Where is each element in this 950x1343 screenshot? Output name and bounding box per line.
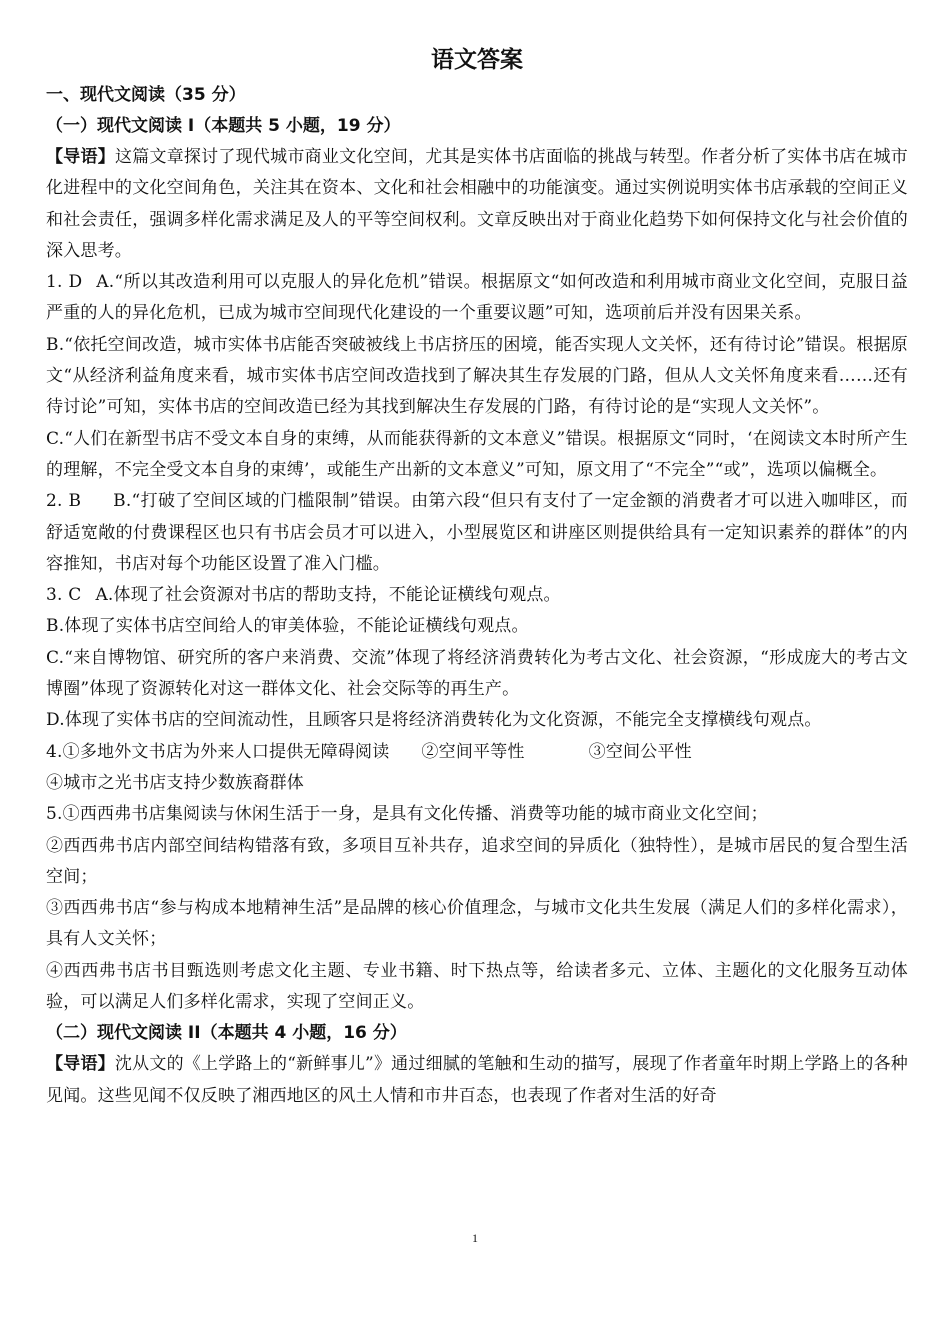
- intro-text: 沈从文的《上学路上的“新鲜事儿”》通过细腻的笔触和生动的描写，展现了作者童年时期上学路上的各种见闻。这些见闻不仅反映了湘西地区的风土人情和市井百态，也表现了作者对生活的好奇: [46, 1054, 908, 1106]
- answer-text: A.体现了社会资源对书店的帮助支持，不能论证横线句观点。: [95, 585, 561, 606]
- answer-1-option-a: [46, 267, 908, 330]
- subsection-heading-2: （二）现代文阅读 II（本题共 4 小题，16 分）: [46, 1023, 407, 1044]
- answer-3-option-c: C.“来自博物馆、研究所的客户来消费、交流”体现了将经济消费转化为考古文化、社会资源，“形成庞大的考古文博圈”体现了资源转化对这一群体文化、社会交际等的再生产。: [46, 647, 908, 700]
- answer-5-point-1: 5.①西西弗书店集阅读与休闲生活于一身，是具有文化传播、消费等功能的城市商业文化空间；: [46, 804, 768, 825]
- intro-text: 这篇文章探讨了现代城市商业文化空间，尤其是实体书店面临的挑战与转型。作者分析了实体书店在城市化进程中的文化空间角色，关注其在资本、文化和社会相融中的功能演变。通过实例说明实体书店承载的空间正义和社会责任，强调多样化需求满足及人的平等空间权利。文章反映出对于商业化趋势下如何保持文化与社会价值的深入思考。: [46, 147, 908, 261]
- answer-3-option-d: D.体现了实体书店的空间流动性，且顾客只是将经济消费转化为文化资源，不能完全支撑横线句观点。: [46, 710, 822, 731]
- answer-number: 2. B: [46, 491, 82, 512]
- intro-paragraph-1: [46, 142, 908, 267]
- answer-3-option-a: [46, 580, 908, 611]
- intro-tag: 【导语】: [46, 1054, 115, 1075]
- answer-4-point-1: 4.①多地外文书店为外来人口提供无障碍阅读: [46, 741, 390, 762]
- document-page: [46, 42, 908, 1112]
- section-heading-1: 一、现代文阅读（35 分）: [46, 85, 246, 105]
- answer-3-option-b: B.体现了实体书店空间给人的审美体验，不能论证横线句观点。: [46, 616, 529, 637]
- subsection-heading-1: （一）现代文阅读 I（本题共 5 小题，19 分）: [46, 116, 401, 136]
- answer-4-point-3: ③空间公平性: [588, 741, 692, 762]
- answer-5-point-3: ③西西弗书店“参与构成本地精神生活”是品牌的核心价值理念，与城市文化共生发展（满足人们的多样化需求），具有人文关怀；: [46, 898, 908, 950]
- answer-2: [46, 486, 908, 580]
- page-number: 1: [472, 1231, 478, 1245]
- answer-4-line-2: ④城市之光书店支持少数族裔群体: [46, 772, 304, 793]
- answer-number: 3. C: [46, 585, 82, 606]
- page-title: 语文答案: [431, 47, 523, 73]
- answer-text: B.“打破了空间区域的门槛限制”错误。由第六段“但只有支付了一定金额的消费者才可以进入咖啡区，而舒适宽敞的付费课程区也只有书店会员才可以进入，小型展览区和讲座区则提供给具有一定知识素养的群体”的内容推知，书店对每个功能区设置了准入门槛。: [46, 491, 908, 574]
- intro-tag: 【导语】: [46, 147, 115, 167]
- answer-5-point-2: ②西西弗书店内部空间结构错落有致，多项目互补共存，追求空间的异质化（独特性），是城市居民的复合型生活空间；: [46, 835, 908, 887]
- answer-1-option-c: C.“人们在新型书店不受文本自身的束缚，从而能获得新的文本意义”错误。根据原文“同时，‘在阅读文本时所产生的理解，不完全受文本自身的束缚’，或能生产出新的文本意义”可知，原文用了“不完全”“或”，选项以偏概全。: [46, 428, 908, 480]
- answer-text: A.“所以其改造利用可以克服人的异化危机”错误。根据原文“如何改造和利用城市商业文化空间，克服日益严重的人的异化危机，已成为城市空间现代化建设的一个重要议题”可知，选项前后并没有因果关系。: [46, 272, 908, 324]
- answer-4-line-1: [46, 737, 908, 768]
- answer-number: 1. D: [46, 272, 83, 293]
- answer-5-point-4: ④西西弗书店书目甄选则考虑文化主题、专业书籍、时下热点等，给读者多元、立体、主题化的文化服务互动体验，可以满足人们多样化需求，实现了空间正义。: [46, 960, 908, 1013]
- answer-1-option-b: B.“依托空间改造，城市实体书店能否突破被线上书店挤压的困境，能否实现人文关怀，还有待讨论”错误。根据原文“从经济利益角度来看，城市实体书店空间改造找到了解决其生存发展的门路，但从人文关怀角度来看……还有待讨论”可知，实体书店的空间改造已经为其找到解决生存发展的门路，有待讨论的是“实现人文关怀”。: [46, 334, 908, 418]
- answer-4-point-2: ②空间平等性: [421, 741, 525, 762]
- intro-paragraph-2: [46, 1049, 908, 1112]
